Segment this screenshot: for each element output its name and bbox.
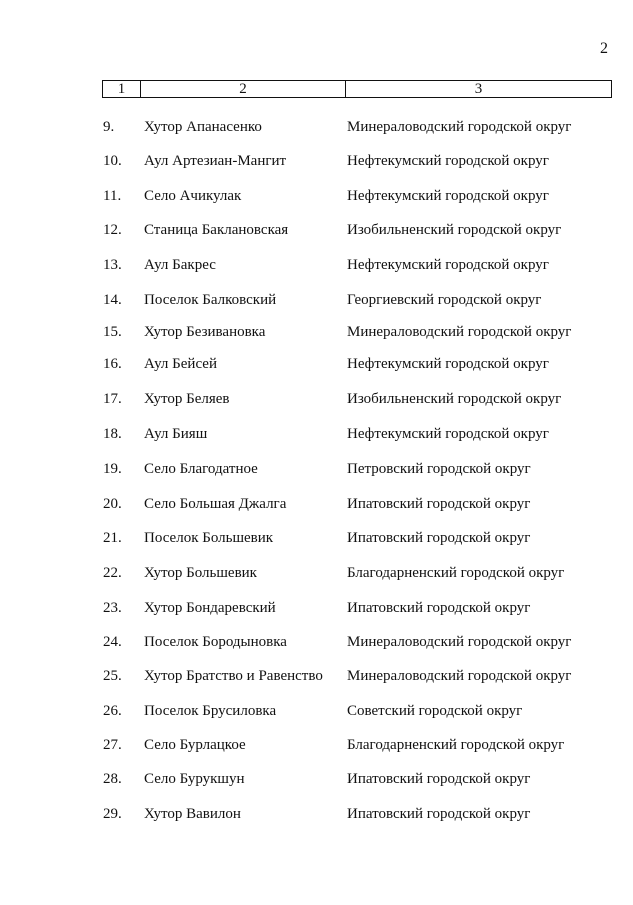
row-number: 27. <box>103 737 122 753</box>
table-row <box>0 322 633 342</box>
settlement-name: Село Благодатное <box>144 461 258 477</box>
settlement-name: Поселок Балковский <box>144 292 277 308</box>
table-row <box>0 255 633 275</box>
settlement-name: Хутор Безивановка <box>144 324 266 340</box>
row-number: 26. <box>103 703 122 719</box>
row-number: 22. <box>103 565 122 581</box>
table-row <box>0 424 633 444</box>
district-name: Нефтекумский городской округ <box>347 426 549 442</box>
district-name: Минераловодский городской округ <box>347 634 572 650</box>
settlement-name: Хутор Братство и Равенство <box>144 668 323 684</box>
header-col-2: 2 <box>141 81 346 97</box>
district-name: Изобильненский городской округ <box>347 391 562 407</box>
settlement-name: Село Бурукшун <box>144 771 245 787</box>
district-name: Петровский городской округ <box>347 461 531 477</box>
table-row <box>0 528 633 548</box>
row-number: 16. <box>103 356 122 372</box>
district-name: Нефтекумский городской округ <box>347 153 549 169</box>
settlement-name: Хутор Большевик <box>144 565 257 581</box>
settlement-name: Поселок Большевик <box>144 530 274 546</box>
row-number: 25. <box>103 668 122 684</box>
district-name: Минераловодский городской округ <box>347 324 572 340</box>
settlement-name: Хутор Беляев <box>144 391 230 407</box>
table-row <box>0 220 633 240</box>
settlement-name: Аул Артезиан-Мангит <box>144 153 287 169</box>
settlement-name: Станица Баклановская <box>144 222 289 238</box>
settlement-name: Аул Бакрес <box>144 257 216 273</box>
district-name: Ипатовский городской округ <box>347 530 531 546</box>
settlement-name: Село Ачикулак <box>144 188 242 204</box>
district-name: Ипатовский городской округ <box>347 806 531 822</box>
settlement-name: Село Большая Джалга <box>144 496 287 512</box>
row-number: 19. <box>103 461 122 477</box>
table-row <box>0 735 633 755</box>
row-number: 24. <box>103 634 122 650</box>
table-row <box>0 389 633 409</box>
table-row <box>0 769 633 789</box>
table-row <box>0 666 633 686</box>
district-name: Благодарненский городской округ <box>347 737 565 753</box>
header-col-3: 3 <box>474 81 483 97</box>
table-row <box>0 151 633 171</box>
row-number: 18. <box>103 426 122 442</box>
table-row <box>0 117 633 137</box>
table-row <box>0 701 633 721</box>
settlement-name: Хутор Вавилон <box>144 806 241 822</box>
settlement-name: Аул Бейсей <box>144 356 217 372</box>
row-number: 14. <box>103 292 122 308</box>
table-row <box>0 459 633 479</box>
table-row <box>0 290 633 310</box>
row-number: 21. <box>103 530 122 546</box>
row-number: 15. <box>103 324 122 340</box>
header-col-1: 1 <box>103 81 141 97</box>
table-row <box>0 186 633 206</box>
district-name: Нефтекумский городской округ <box>347 257 549 273</box>
district-name: Георгиевский городской округ <box>347 292 542 308</box>
district-name: Благодарненский городской округ <box>347 565 565 581</box>
table-row <box>0 598 633 618</box>
district-name: Минераловодский городской округ <box>347 668 572 684</box>
row-number: 12. <box>103 222 122 238</box>
settlement-name: Аул Бияш <box>144 426 208 442</box>
settlement-name: Хутор Бондаревский <box>144 600 276 616</box>
table-header <box>102 80 612 98</box>
row-number: 9. <box>103 119 115 135</box>
table-row <box>0 494 633 514</box>
row-number: 11. <box>103 188 122 204</box>
settlement-name: Поселок Бородыновка <box>144 634 287 650</box>
district-name: Ипатовский городской округ <box>347 496 531 512</box>
settlement-name: Хутор Апанасенко <box>144 119 262 135</box>
district-name: Нефтекумский городской округ <box>347 188 549 204</box>
settlement-name: Село Бурлацкое <box>144 737 246 753</box>
row-number: 13. <box>103 257 122 273</box>
district-name: Изобильненский городской округ <box>347 222 562 238</box>
row-number: 28. <box>103 771 122 787</box>
row-number: 29. <box>103 806 122 822</box>
row-number: 10. <box>103 153 122 169</box>
page-number: 2 <box>600 40 608 57</box>
row-number: 17. <box>103 391 122 407</box>
table-row <box>0 632 633 652</box>
table-row <box>0 354 633 374</box>
settlement-name: Поселок Брусиловка <box>144 703 277 719</box>
district-name: Минераловодский городской округ <box>347 119 572 135</box>
district-name: Ипатовский городской округ <box>347 771 531 787</box>
table-row <box>0 563 633 583</box>
row-number: 20. <box>103 496 122 512</box>
row-number: 23. <box>103 600 122 616</box>
district-name: Ипатовский городской округ <box>347 600 531 616</box>
district-name: Советский городской округ <box>347 703 523 719</box>
district-name: Нефтекумский городской округ <box>347 356 549 372</box>
table-row <box>0 804 633 824</box>
